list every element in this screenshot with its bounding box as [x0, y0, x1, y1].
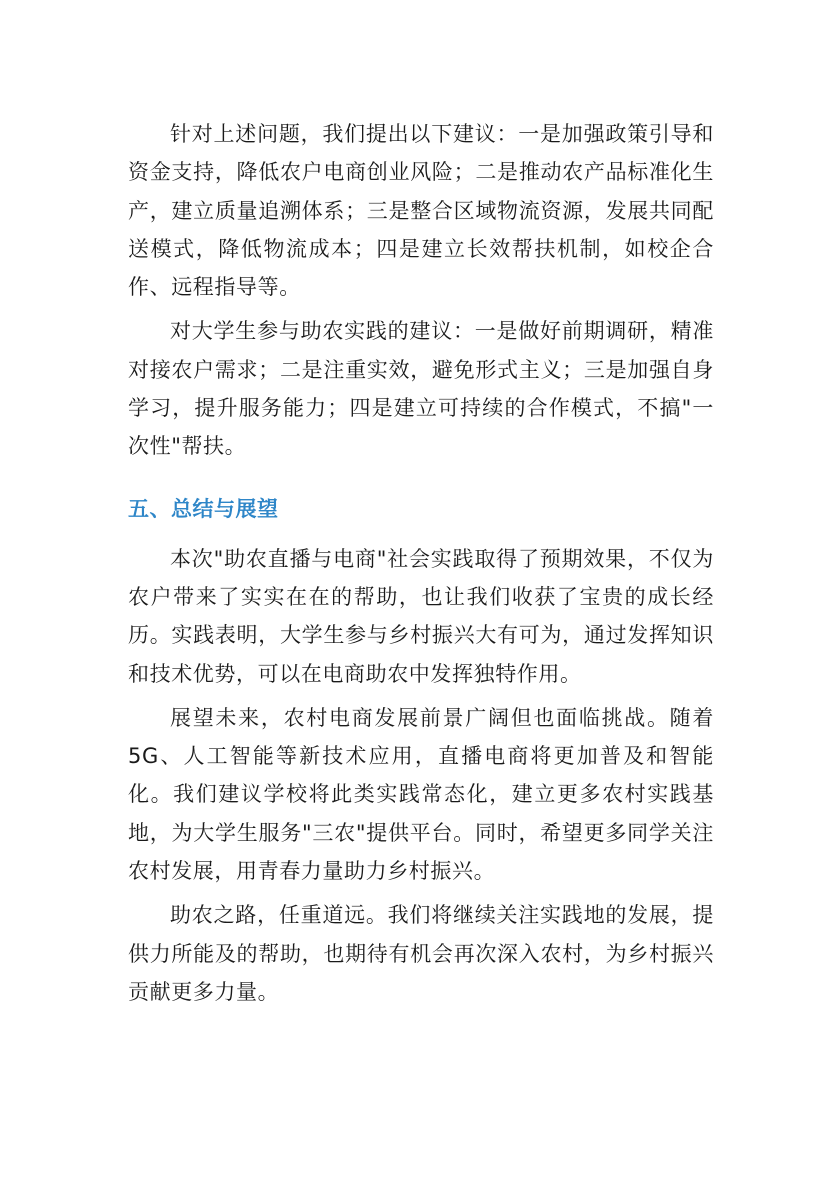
paragraph-student-suggestions: 对大学生参与助农实践的建议：一是做好前期调研，精准对接农户需求；二是注重实效，避免形式主义；三是加强自身学习，提升服务能力；四是建立可持续的合作模式，不搞"一次性"帮扶。: [128, 319, 714, 459]
section-heading: 五、总结与展望: [128, 496, 279, 521]
paragraph-suggestions: 针对上述问题，我们提出以下建议：一是加强政策引导和资金支持，降低农户电商创业风险；二是推动农产品标准化生产，建立质量追溯体系；三是整合区域物流资源，发展共同配送模式，降低物流成本；四是建立长效帮扶机制，如校企合作、远程指导等。: [128, 122, 714, 300]
paragraph-summary: 本次"助农直播与电商"社会实践取得了预期效果，不仅为农户带来了实实在在的帮助，也让我们收获了宝贵的成长经历。实践表明，大学生参与乡村振兴大有可为，通过发挥知识和技术优势，可以在电商助农中发挥独特作用。: [128, 546, 714, 686]
paragraph-outlook: 展望未来，农村电商发展前景广阔但也面临挑战。随着5G、人工智能等新技术应用，直播电商将更加普及和智能化。我们建议学校将此类实践常态化，建立更多农村实践基地，为大学生服务"三农"提供平台。同时，希望更多同学关注农村发展，用青春力量助力乡村振兴。: [128, 705, 714, 884]
document-body: [128, 115, 714, 1011]
paragraph-closing: 助农之路，任重道远。我们将继续关注实践地的发展，提供力所能及的帮助，也期待有机会再次深入农村，为乡村振兴贡献更多力量。: [128, 903, 714, 1004]
